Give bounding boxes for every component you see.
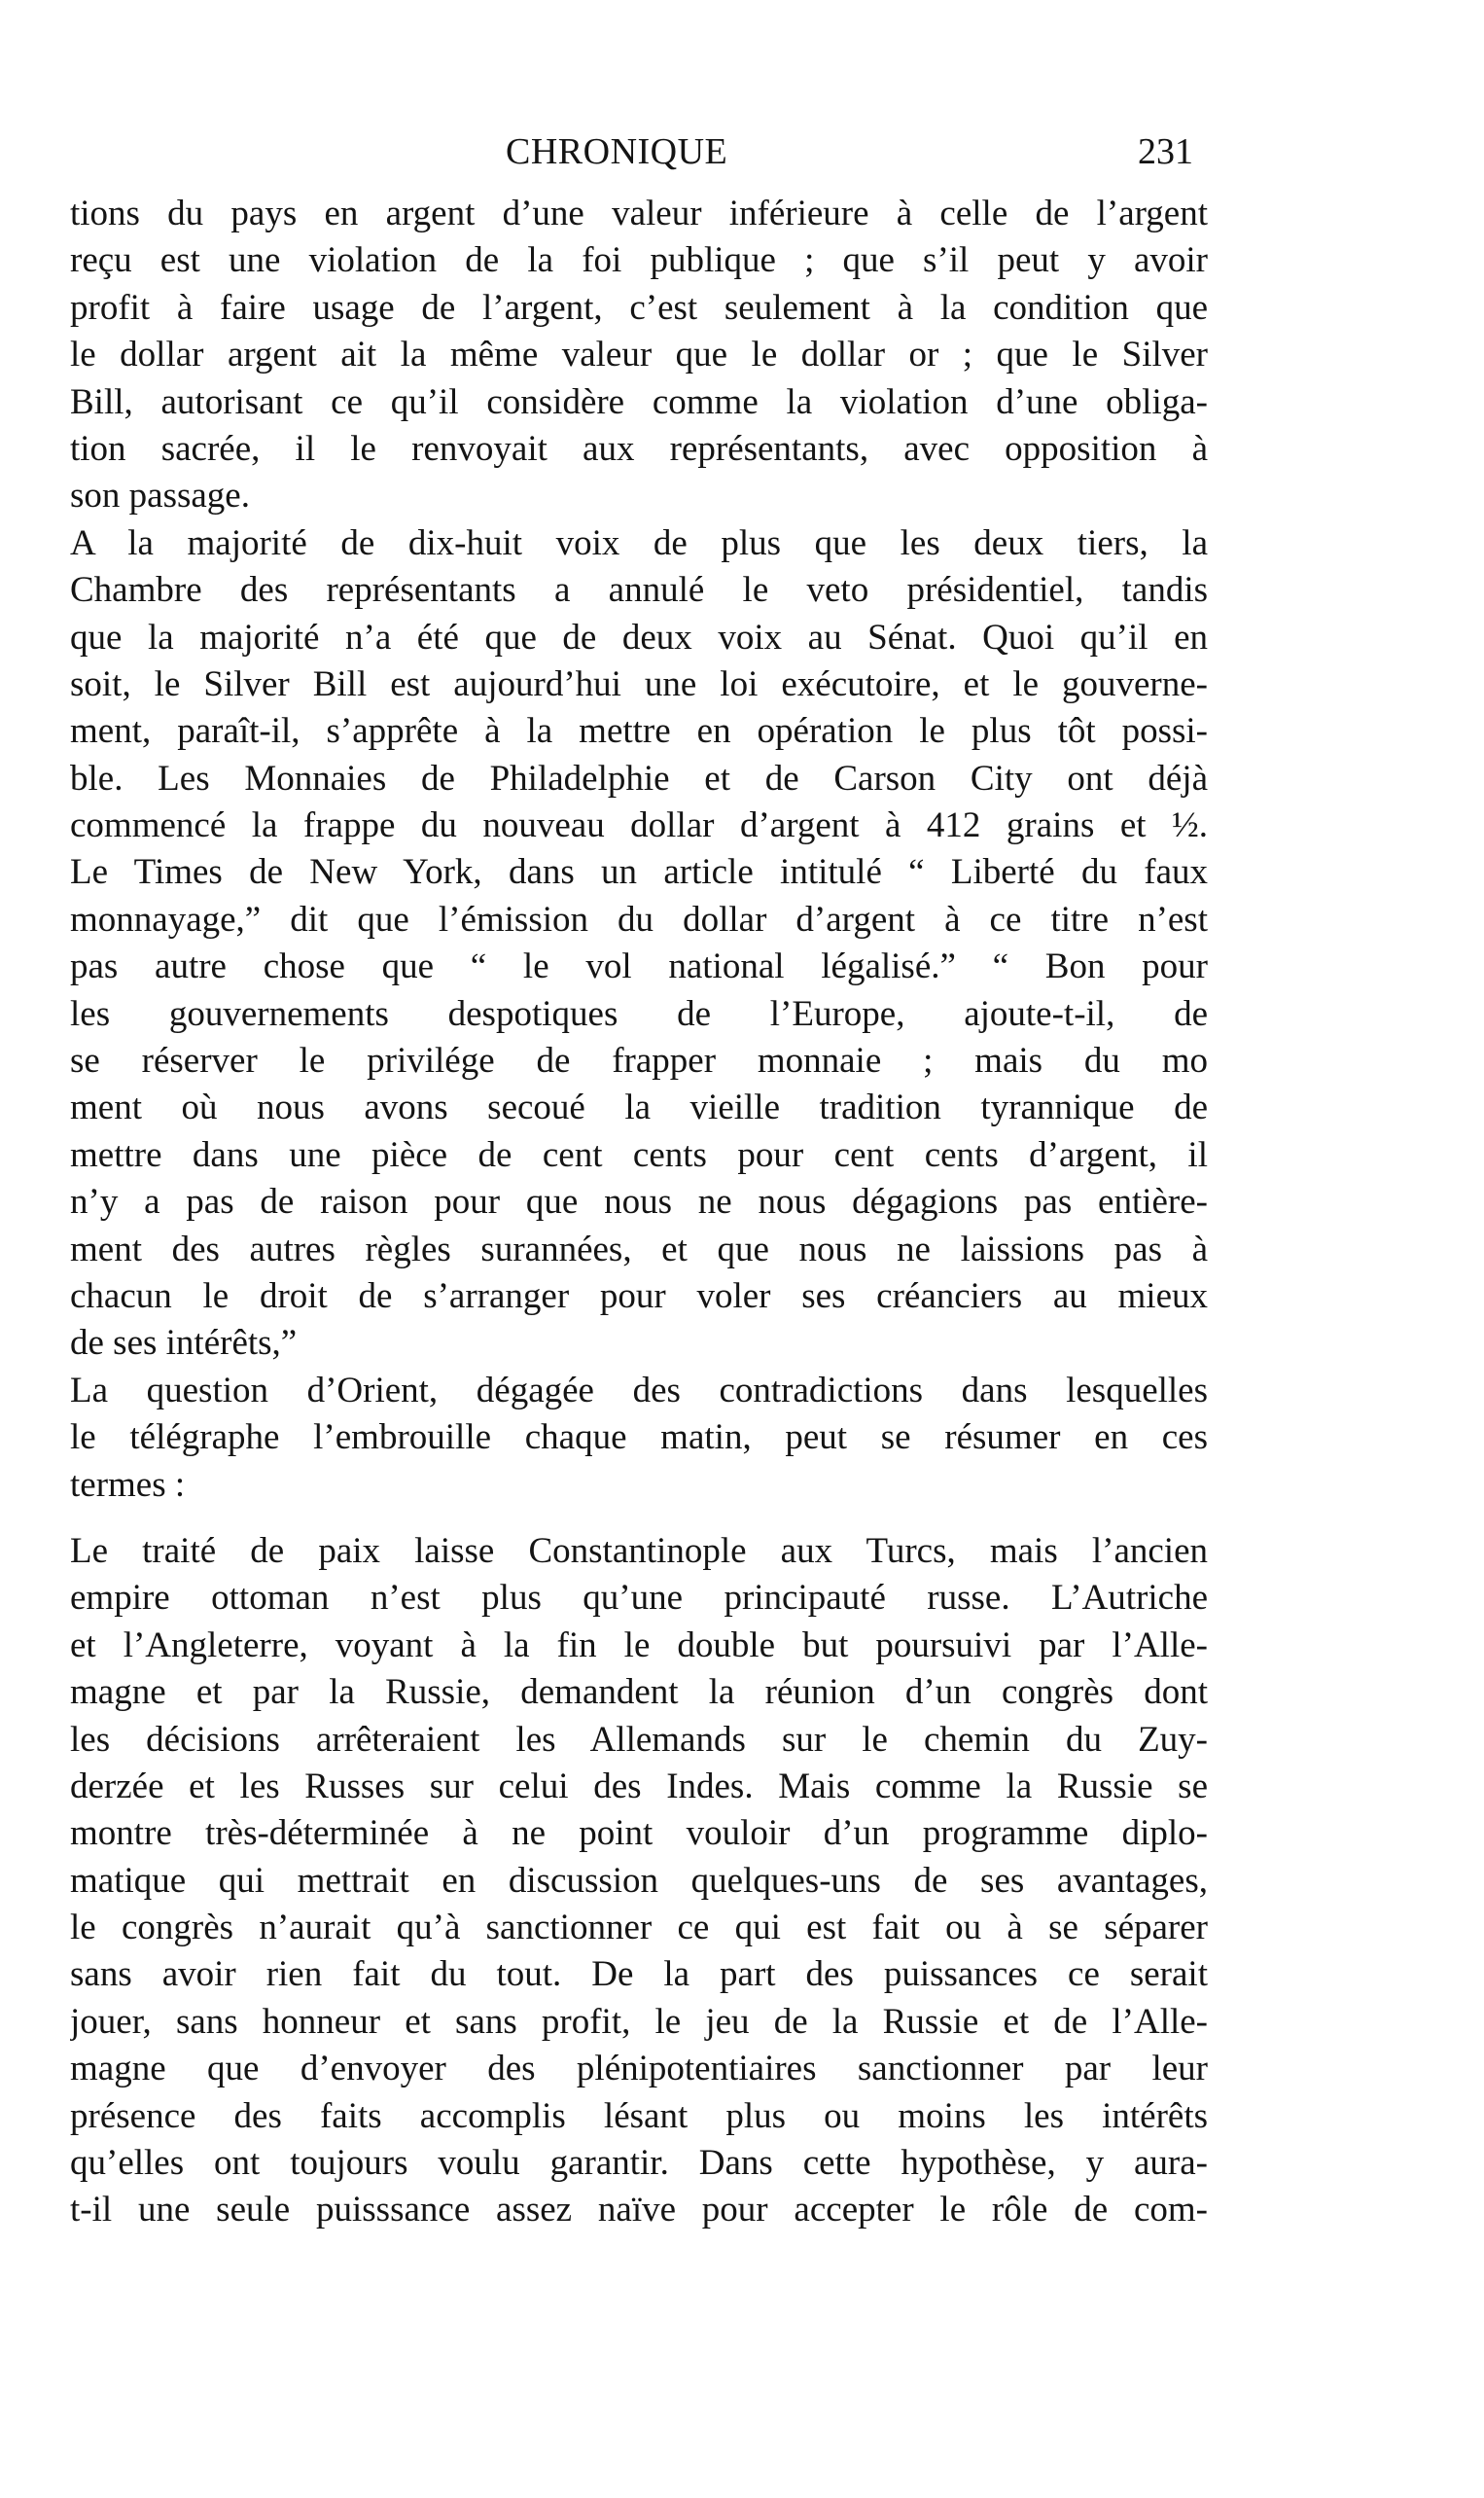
text-line: le dollar argent ait la même valeur que le dollar or ; que le Silver [70,335,1208,375]
text-line: chacun le droit de s’arranger pour voler ses créanciers au mieux [70,1275,1208,1316]
text-line: le télégraphe l’embrouille chaque matin, peut se résumer en ces [70,1417,1208,1458]
text-line: Le Times de New York, dans un article intitulé “ Liberté du faux [70,852,1208,893]
page-header [0,125,1484,183]
text-line: Le traité de paix laisse Constantinople aux Turcs, mais l’ancien [70,1530,1208,1571]
text-line: tion sacrée, il le renvoyait aux représentants, avec opposition à [70,428,1208,469]
text-line: jouer, sans honneur et sans profit, le jeu de la Russie et de l’Alle- [70,2001,1208,2042]
text-line: A la majorité de dix-huit voix de plus que les deux tiers, la [70,522,1208,563]
text-line: t-il une seule puisssance assez naïve pour accepter le rôle de com- [70,2190,1208,2230]
running-title: CHRONIQUE [506,131,728,172]
text-line: se réserver le privilége de frapper monnaie ; mais du mo [70,1041,1208,1082]
text-line: présence des faits accomplis lésant plus ou moins les intérêts [70,2095,1208,2136]
text-line: termes : [70,1464,186,1505]
text-line: commencé la frappe du nouveau dollar d’argent à 412 grains et ½. [70,805,1208,846]
text-line: sans avoir rien fait du tout. De la part des puissances ce serait [70,1954,1208,1995]
text-line: pas autre chose que “ le vol national légalisé.” “ Bon pour [70,946,1208,987]
text-line: ble. Les Monnaies de Philadelphie et de Carson City ont déjà [70,758,1208,799]
text-line: qu’elles ont toujours voulu garantir. Dans cette hypothèse, y aura- [70,2143,1208,2184]
text-line: La question d’Orient, dégagée des contradictions dans lesquelles [70,1370,1208,1410]
text-line: n’y a pas de raison pour que nous ne nous dégagions pas entière- [70,1182,1208,1223]
text-line: soit, le Silver Bill est aujourd’hui une loi exécutoire, et le gouverne- [70,663,1208,704]
text-line: son passage. [70,476,250,517]
page-number: 231 [1138,131,1193,172]
text-line: empire ottoman n’est plus qu’une principauté russe. L’Autriche [70,1578,1208,1619]
text-line: profit à faire usage de l’argent, c’est seulement à la condition que [70,287,1208,328]
body-text [70,191,1208,2234]
text-line: monnayage,” dit que l’émission du dollar d’argent à ce titre n’est [70,899,1208,940]
text-line: ment, paraît-il, s’apprête à la mettre en opération le plus tôt possi- [70,711,1208,752]
paragraph-gap [70,1509,1208,1528]
text-line: ment où nous avons secoué la vieille tradition tyrannique de [70,1088,1208,1128]
text-line: montre très-déterminée à ne point vouloir d’un programme diplo- [70,1813,1208,1854]
text-line: le congrès n’aurait qu’à sanctionner ce qui est fait ou à se séparer [70,1908,1208,1948]
text-line: mettre dans une pièce de cent cents pour cent cents d’argent, il [70,1134,1208,1175]
text-line: derzée et les Russes sur celui des Indes. Mais comme la Russie se [70,1766,1208,1806]
text-line: les décisions arrêteraient les Allemands sur le chemin du Zuy- [70,1719,1208,1760]
text-line: Chambre des représentants a annulé le veto présidentiel, tandis [70,570,1208,611]
text-line: reçu est une violation de la foi publique ; que s’il peut y avoir [70,240,1208,281]
text-line: que la majorité n’a été que de deux voix au Sénat. Quoi qu’il en [70,617,1208,658]
text-line: magne et par la Russie, demandent la réunion d’un congrès dont [70,1672,1208,1713]
text-line: Bill, autorisant ce qu’il considère comme la violation d’une obliga- [70,381,1208,422]
text-line: tions du pays en argent d’une valeur inférieure à celle de l’argent [70,194,1208,233]
text-line: et l’Angleterre, voyant à la fin le double but poursuivi par l’Alle- [70,1624,1208,1665]
text-line: matique qui mettrait en discussion quelques-uns de ses avantages, [70,1860,1208,1901]
text-line: ment des autres règles surannées, et que nous ne laissions pas à [70,1229,1208,1269]
text-line: magne que d’envoyer des plénipotentiaires sanctionner par leur [70,2049,1208,2089]
text-line: de ses intérêts,” [70,1323,298,1364]
text-line: les gouvernements despotiques de l’Europe, ajoute-t-il, de [70,993,1208,1034]
